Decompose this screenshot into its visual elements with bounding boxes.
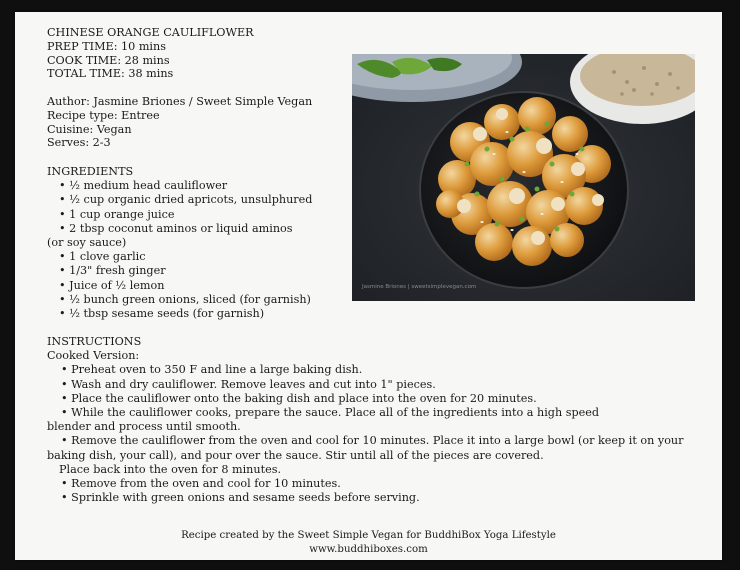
ingredient-item: • 1/3" fresh ginger bbox=[59, 264, 166, 278]
total-time: TOTAL TIME: 38 mins bbox=[47, 67, 174, 81]
recipe-meta bbox=[47, 95, 312, 150]
recipe-type: Recipe type: Entree bbox=[47, 108, 160, 122]
ingredient-item: (or soy sauce) bbox=[47, 235, 127, 249]
instructions-heading: INSTRUCTIONS bbox=[47, 335, 142, 348]
cuisine: Cuisine: Vegan bbox=[47, 122, 132, 136]
instruction-line: Place back into the oven for 8 minutes. bbox=[59, 462, 282, 476]
instructions-subheading: Cooked Version: bbox=[47, 349, 140, 363]
serves: Serves: 2-3 bbox=[47, 136, 111, 150]
ingredient-item: • 1 cup orange juice bbox=[59, 207, 175, 221]
ingredients-heading: INGREDIENTS bbox=[47, 165, 134, 178]
prep-time: PREP TIME: 10 mins bbox=[47, 39, 166, 53]
instruction-line: • Sprinkle with green onions and sesame seeds before serving. bbox=[61, 491, 420, 505]
ingredient-item: • ½ tbsp sesame seeds (for garnish) bbox=[59, 306, 265, 320]
recipe-title: CHINESE ORANGE CAULIFLOWER bbox=[47, 26, 254, 39]
instruction-line: • Preheat oven to 350 F and line a large baking dish. bbox=[61, 363, 363, 377]
recipe-card bbox=[15, 12, 722, 560]
instruction-line: blender and process until smooth. bbox=[47, 420, 241, 434]
ingredient-item: • ½ medium head cauliflower bbox=[59, 179, 228, 193]
ingredient-item: • 2 tbsp coconut aminos or liquid aminos bbox=[59, 221, 293, 235]
instruction-line: • Place the cauliflower onto the baking dish and place into the oven for 20 minutes. bbox=[61, 391, 537, 405]
author: Author: Jasmine Briones / Sweet Simple Vegan bbox=[47, 95, 313, 108]
ingredient-item: • 1 clove garlic bbox=[59, 250, 146, 264]
cook-time: COOK TIME: 28 mins bbox=[47, 53, 170, 67]
ingredient-item: • ½ cup organic dried apricots, unsulphured bbox=[59, 193, 313, 207]
ingredient-item: • Juice of ½ lemon bbox=[59, 278, 165, 292]
recipe-photo bbox=[352, 54, 695, 301]
footer-credit: Recipe created by the Sweet Simple Vegan for BuddhiBox Yoga Lifestyle bbox=[181, 530, 556, 541]
instruction-line: • Remove the cauliflower from the oven and cool for 10 minutes. Place it into a large bowl (or keep it on your bbox=[61, 434, 684, 448]
footer-website: www.buddhiboxes.com bbox=[309, 544, 428, 555]
photo-credit: Jasmine Briones | sweetsimplevegan.com bbox=[362, 284, 477, 290]
cauliflower-bowl-image bbox=[352, 54, 695, 301]
ingredients-section bbox=[47, 165, 312, 321]
instructions-section bbox=[47, 335, 684, 505]
instruction-line: • Wash and dry cauliflower. Remove leaves and cut into 1" pieces. bbox=[61, 377, 436, 391]
ingredient-item: • ½ bunch green onions, sliced (for garnish) bbox=[59, 292, 311, 306]
instruction-line: • Remove from the oven and cool for 10 minutes. bbox=[61, 476, 341, 490]
instruction-line: baking dish, your call), and pour over the sauce. Stir until all of the pieces are covered. bbox=[47, 448, 544, 462]
instruction-line: • While the cauliflower cooks, prepare the sauce. Place all of the ingredients into a high speed bbox=[61, 405, 600, 419]
recipe-header bbox=[47, 26, 254, 81]
